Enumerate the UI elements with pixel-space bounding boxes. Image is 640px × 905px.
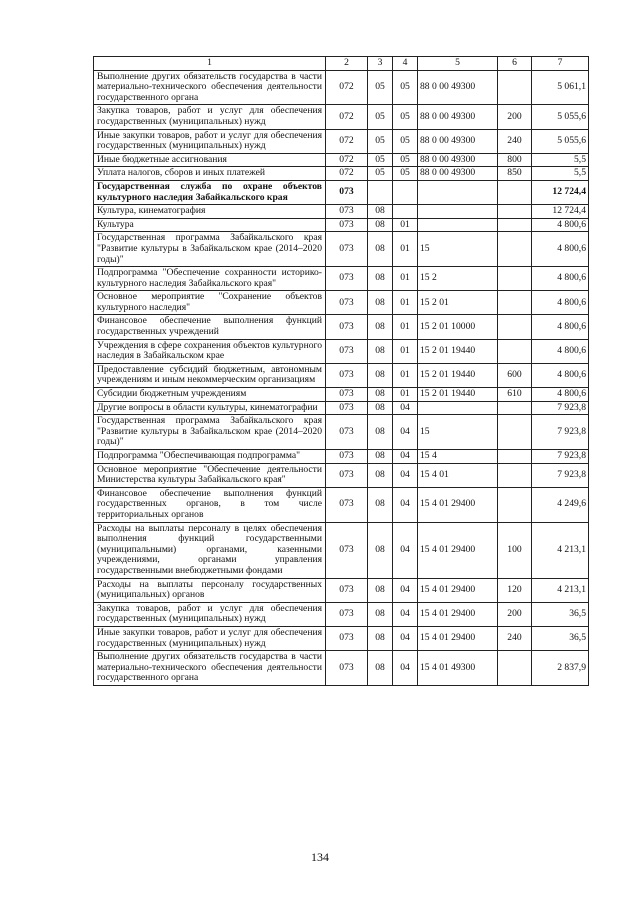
table-row — [94, 578, 589, 602]
row-expense-type — [498, 651, 532, 686]
row-gr-code: 072 — [326, 167, 368, 181]
row-subsection: 05 — [393, 105, 418, 129]
row-gr-code: 073 — [326, 415, 368, 450]
row-gr-code: 072 — [326, 70, 368, 105]
row-target-article: 15 4 01 29400 — [418, 578, 498, 602]
row-target-article: 88 0 00 49300 — [418, 129, 498, 153]
row-gr-code: 073 — [326, 267, 368, 291]
row-amount: 7 923,8 — [532, 463, 589, 487]
row-gr-code: 073 — [326, 232, 368, 267]
row-section: 08 — [368, 339, 393, 363]
row-name: Подпрограмма "Обеспечивающая подпрограмма" — [94, 450, 326, 464]
row-section: 05 — [368, 105, 393, 129]
row-name: Государственная служба по охране объектов культурного наследия Забайкальского края — [94, 180, 326, 204]
row-target-article: 15 — [418, 415, 498, 450]
row-name: Государственная программа Забайкальского края "Развитие культуры в Забайкальском крае (2014–2020 годы)" — [94, 415, 326, 450]
row-target-article: 15 4 01 29400 — [418, 602, 498, 626]
row-amount: 4 213,1 — [532, 578, 589, 602]
table-row — [94, 205, 589, 219]
row-amount: 4 800,6 — [532, 363, 589, 387]
row-name: Иные бюджетные ассигнования — [94, 153, 326, 167]
row-gr-code: 072 — [326, 105, 368, 129]
row-expense-type — [498, 401, 532, 415]
row-name: Расходы на выплаты персоналу в целях обеспечения выполнения функций государственными (муниципальными) органами, казенными учреждениями, органами управления государственными внебюджетными фондами — [94, 522, 326, 578]
header-col-3: 3 — [368, 57, 393, 71]
row-amount: 4 249,6 — [532, 487, 589, 522]
row-name: Культура — [94, 218, 326, 232]
row-expense-type: 850 — [498, 167, 532, 181]
row-expense-type — [498, 463, 532, 487]
row-name: Иные закупки товаров, работ и услуг для обеспечения государственных (муниципальных) нужд — [94, 626, 326, 650]
row-name: Основное мероприятие "Сохранение объектов культурного наследия" — [94, 291, 326, 315]
row-name: Финансовое обеспечение выполнения функций государственных учреждений — [94, 315, 326, 339]
row-gr-code: 073 — [326, 487, 368, 522]
header-col-2: 2 — [326, 57, 368, 71]
row-name: Закупка товаров, работ и услуг для обеспечения государственных (муниципальных) нужд — [94, 105, 326, 129]
header-col-6: 6 — [498, 57, 532, 71]
row-section: 08 — [368, 602, 393, 626]
row-subsection — [393, 205, 418, 219]
table-row — [94, 651, 589, 686]
row-expense-type: 120 — [498, 578, 532, 602]
table-row — [94, 450, 589, 464]
row-target-article: 15 4 — [418, 450, 498, 464]
row-amount: 7 923,8 — [532, 450, 589, 464]
row-gr-code: 073 — [326, 651, 368, 686]
row-gr-code: 072 — [326, 129, 368, 153]
row-subsection: 01 — [393, 291, 418, 315]
row-section: 08 — [368, 218, 393, 232]
table-row — [94, 602, 589, 626]
table-row — [94, 522, 589, 578]
row-section: 08 — [368, 487, 393, 522]
row-amount: 4 800,6 — [532, 339, 589, 363]
row-expense-type: 800 — [498, 153, 532, 167]
row-expense-type — [498, 487, 532, 522]
row-target-article: 15 2 — [418, 267, 498, 291]
row-name: Государственная программа Забайкальского края "Развитие культуры в Забайкальском крае (2014–2020 годы)" — [94, 232, 326, 267]
row-target-article: 88 0 00 49300 — [418, 105, 498, 129]
table-row — [94, 626, 589, 650]
row-gr-code: 073 — [326, 180, 368, 204]
row-amount: 12 724,4 — [532, 205, 589, 219]
row-subsection: 01 — [393, 267, 418, 291]
row-target-article: 88 0 00 49300 — [418, 153, 498, 167]
row-amount: 4 800,6 — [532, 291, 589, 315]
table-row — [94, 153, 589, 167]
row-subsection: 04 — [393, 578, 418, 602]
row-expense-type: 240 — [498, 626, 532, 650]
row-section: 08 — [368, 522, 393, 578]
header-col-4: 4 — [393, 57, 418, 71]
row-target-article: 88 0 00 49300 — [418, 70, 498, 105]
row-name: Закупка товаров, работ и услуг для обеспечения государственных (муниципальных) нужд — [94, 602, 326, 626]
row-gr-code: 073 — [326, 626, 368, 650]
row-target-article: 15 2 01 19440 — [418, 339, 498, 363]
row-section: 08 — [368, 232, 393, 267]
row-expense-type: 610 — [498, 388, 532, 402]
row-gr-code: 073 — [326, 602, 368, 626]
row-expense-type — [498, 232, 532, 267]
row-expense-type — [498, 315, 532, 339]
row-gr-code: 073 — [326, 522, 368, 578]
row-gr-code: 073 — [326, 339, 368, 363]
row-gr-code: 073 — [326, 205, 368, 219]
row-gr-code: 073 — [326, 463, 368, 487]
row-section: 08 — [368, 401, 393, 415]
row-gr-code: 073 — [326, 315, 368, 339]
table-row — [94, 487, 589, 522]
table-row — [94, 180, 589, 204]
header-col-7: 7 — [532, 57, 589, 71]
row-name: Предоставление субсидий бюджетным, автономным учреждениям и иным некоммерческим организациям — [94, 363, 326, 387]
row-amount: 4 213,1 — [532, 522, 589, 578]
row-expense-type: 100 — [498, 522, 532, 578]
row-amount: 4 800,6 — [532, 218, 589, 232]
row-expense-type — [498, 291, 532, 315]
row-target-article: 15 2 01 — [418, 291, 498, 315]
row-expense-type: 200 — [498, 602, 532, 626]
row-gr-code: 072 — [326, 153, 368, 167]
table-row — [94, 401, 589, 415]
table-row — [94, 415, 589, 450]
row-section: 08 — [368, 315, 393, 339]
row-section: 08 — [368, 578, 393, 602]
row-amount: 5 061,1 — [532, 70, 589, 105]
row-section: 05 — [368, 70, 393, 105]
row-target-article: 15 4 01 — [418, 463, 498, 487]
row-gr-code: 073 — [326, 218, 368, 232]
row-gr-code: 073 — [326, 388, 368, 402]
row-gr-code: 073 — [326, 578, 368, 602]
row-subsection: 04 — [393, 401, 418, 415]
row-expense-type — [498, 180, 532, 204]
table-row — [94, 291, 589, 315]
row-subsection: 01 — [393, 339, 418, 363]
page-number: 134 — [311, 850, 329, 864]
row-subsection: 01 — [393, 315, 418, 339]
row-gr-code: 073 — [326, 291, 368, 315]
row-name: Другие вопросы в области культуры, кинематографии — [94, 401, 326, 415]
row-expense-type: 600 — [498, 363, 532, 387]
row-section: 05 — [368, 167, 393, 181]
row-target-article: 15 4 01 29400 — [418, 626, 498, 650]
row-target-article: 15 2 01 10000 — [418, 315, 498, 339]
row-expense-type — [498, 450, 532, 464]
row-expense-type — [498, 415, 532, 450]
row-section: 08 — [368, 415, 393, 450]
row-amount: 7 923,8 — [532, 415, 589, 450]
row-name: Расходы на выплаты персоналу государственных (муниципальных) органов — [94, 578, 326, 602]
row-gr-code: 073 — [326, 363, 368, 387]
table-row — [94, 315, 589, 339]
table-row — [94, 218, 589, 232]
row-name: Субсидии бюджетным учреждениям — [94, 388, 326, 402]
row-section: 08 — [368, 388, 393, 402]
row-subsection: 04 — [393, 626, 418, 650]
row-section: 05 — [368, 129, 393, 153]
table-row — [94, 463, 589, 487]
row-name: Учреждения в сфере сохранения объектов культурного наследия в Забайкальском крае — [94, 339, 326, 363]
table-row — [94, 267, 589, 291]
row-name: Финансовое обеспечение выполнения функций государственных органов, в том числе территориальных органов — [94, 487, 326, 522]
row-section: 08 — [368, 450, 393, 464]
row-subsection: 01 — [393, 363, 418, 387]
row-subsection: 01 — [393, 388, 418, 402]
row-section: 08 — [368, 291, 393, 315]
table-row — [94, 363, 589, 387]
row-subsection: 04 — [393, 602, 418, 626]
row-gr-code: 073 — [326, 450, 368, 464]
row-subsection: 04 — [393, 651, 418, 686]
row-subsection: 04 — [393, 487, 418, 522]
row-amount: 4 800,6 — [532, 232, 589, 267]
row-name: Выполнение других обязательств государства в части материально-технического обеспечения деятельности государственного органа — [94, 70, 326, 105]
row-target-article — [418, 218, 498, 232]
row-amount: 5 055,6 — [532, 105, 589, 129]
row-amount: 36,5 — [532, 626, 589, 650]
row-name: Основное мероприятие "Обеспечение деятельности Министерства культуры Забайкальского края" — [94, 463, 326, 487]
row-name: Подпрограмма "Обеспечение сохранности историко-культурного наследия Забайкальского края" — [94, 267, 326, 291]
row-section: 05 — [368, 153, 393, 167]
row-target-article: 88 0 00 49300 — [418, 167, 498, 181]
row-target-article — [418, 180, 498, 204]
table-row — [94, 388, 589, 402]
row-name: Уплата налогов, сборов и иных платежей — [94, 167, 326, 181]
row-amount: 4 800,6 — [532, 267, 589, 291]
row-name: Выполнение других обязательств государства в части материально-технического обеспечения деятельности государственного органа — [94, 651, 326, 686]
header-col-5: 5 — [418, 57, 498, 71]
row-expense-type — [498, 339, 532, 363]
row-amount: 5,5 — [532, 167, 589, 181]
row-subsection: 04 — [393, 415, 418, 450]
row-target-article: 15 4 01 29400 — [418, 487, 498, 522]
row-subsection: 05 — [393, 153, 418, 167]
row-amount: 4 800,6 — [532, 388, 589, 402]
row-amount: 2 837,9 — [532, 651, 589, 686]
row-name: Культура, кинематография — [94, 205, 326, 219]
row-subsection: 05 — [393, 70, 418, 105]
row-section: 08 — [368, 626, 393, 650]
budget-table — [93, 56, 589, 686]
table-row — [94, 105, 589, 129]
row-amount: 36,5 — [532, 602, 589, 626]
row-expense-type: 240 — [498, 129, 532, 153]
row-section: 08 — [368, 267, 393, 291]
row-amount: 7 923,8 — [532, 401, 589, 415]
row-amount: 12 724,4 — [532, 180, 589, 204]
row-target-article: 15 2 01 19440 — [418, 363, 498, 387]
row-subsection: 05 — [393, 167, 418, 181]
header-row — [94, 57, 589, 71]
row-expense-type — [498, 70, 532, 105]
row-target-article: 15 4 01 49300 — [418, 651, 498, 686]
row-subsection: 01 — [393, 232, 418, 267]
row-target-article — [418, 401, 498, 415]
row-section: 08 — [368, 463, 393, 487]
row-subsection: 01 — [393, 218, 418, 232]
row-target-article: 15 4 01 29400 — [418, 522, 498, 578]
row-name: Иные закупки товаров, работ и услуг для обеспечения государственных (муниципальных) нужд — [94, 129, 326, 153]
row-expense-type — [498, 267, 532, 291]
table-row — [94, 339, 589, 363]
row-subsection: 04 — [393, 522, 418, 578]
table-row — [94, 70, 589, 105]
row-expense-type: 200 — [498, 105, 532, 129]
row-section: 08 — [368, 205, 393, 219]
row-section — [368, 180, 393, 204]
row-amount: 4 800,6 — [532, 315, 589, 339]
header-col-1: 1 — [94, 57, 326, 71]
row-gr-code: 073 — [326, 401, 368, 415]
table-row — [94, 167, 589, 181]
row-section: 08 — [368, 363, 393, 387]
row-amount: 5,5 — [532, 153, 589, 167]
row-target-article: 15 2 01 19440 — [418, 388, 498, 402]
row-target-article — [418, 205, 498, 219]
row-amount: 5 055,6 — [532, 129, 589, 153]
row-section: 08 — [368, 651, 393, 686]
row-subsection: 04 — [393, 450, 418, 464]
row-expense-type — [498, 205, 532, 219]
row-subsection: 04 — [393, 463, 418, 487]
row-target-article: 15 — [418, 232, 498, 267]
row-subsection: 05 — [393, 129, 418, 153]
row-expense-type — [498, 218, 532, 232]
row-subsection — [393, 180, 418, 204]
table-row — [94, 129, 589, 153]
table-row — [94, 232, 589, 267]
